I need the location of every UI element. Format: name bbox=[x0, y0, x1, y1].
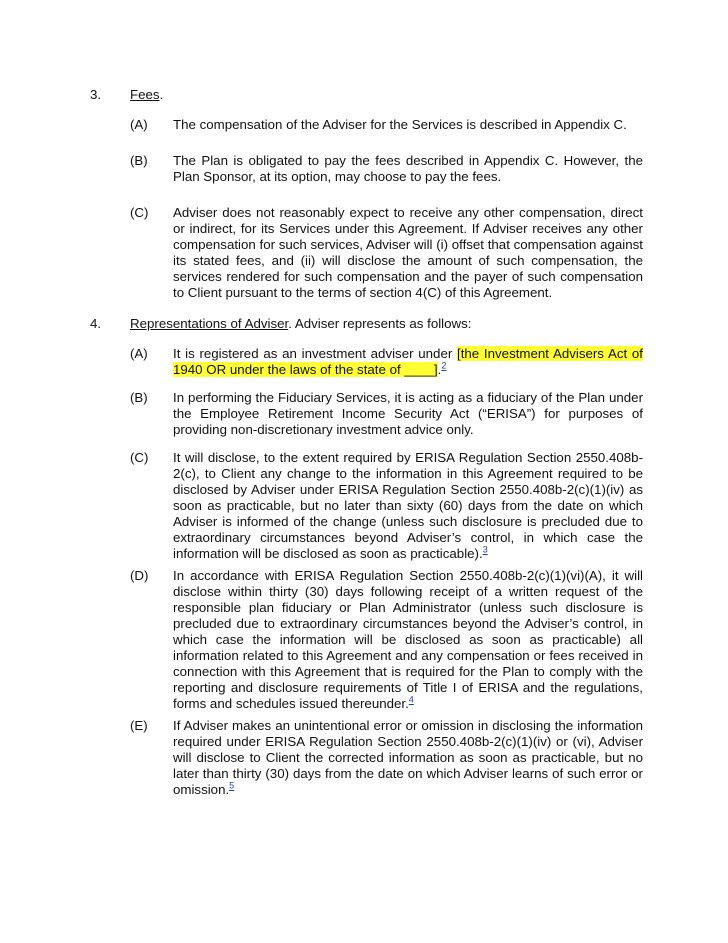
section-title-suffix: . Adviser represents as follows: bbox=[288, 316, 472, 331]
section-number: 4. bbox=[90, 316, 102, 331]
clause-text: In performing the Fiduciary Services, it is acting as a fiduciary of the Plan under the Employee Retirement Income Security Act (“ERISA”) for purposes of providing non-discretionary investment advice only. bbox=[173, 390, 643, 437]
footnote-link-5[interactable]: 5 bbox=[229, 780, 235, 791]
section-number: 3. bbox=[90, 87, 102, 102]
section-heading bbox=[130, 87, 163, 103]
clause-text-after: . bbox=[437, 362, 442, 377]
clause-text: The Plan is obligated to pay the fees described in Appendix C. However, the Plan Sponsor, at its option, may choose to pay the fees. bbox=[173, 153, 643, 184]
clause-label: (E) bbox=[130, 718, 148, 733]
clause-text bbox=[173, 718, 643, 798]
clause-body: If Adviser makes an unintentional error or omission in disclosing the information required under ERISA Regulation Section 2550.408b-2(c)(1)(iv) or (vi), Adviser will disclose to Client the corrected information as soon as practicable, but no later than thirty (30) days from the date on which Adviser learns of such error or omission. bbox=[173, 718, 643, 797]
clause-text bbox=[173, 450, 643, 562]
clause-body: It will disclose, to the extent required by ERISA Regulation Section 2550.408b-2(c), to Client any change to the information in this Agreement required to be disclosed by Adviser under ERISA Regulation Section 2550.408b-2(c)(1)(iv) as soon as practicable, but no later than sixty (60) days from the date on which Adviser is informed of the change (unless such disclosure is precluded due to extraordinary circumstances beyond Adviser’s control, in which case the information will be disclosed as soon as practicable). bbox=[173, 450, 643, 561]
section-heading bbox=[130, 316, 471, 332]
footnote-link-4[interactable]: 4 bbox=[408, 694, 414, 705]
clause-label: (B) bbox=[130, 153, 148, 168]
clause-text-before: It is registered as an investment adviser under bbox=[173, 346, 458, 361]
clause-label: (C) bbox=[130, 205, 149, 220]
clause-text: Adviser does not reasonably expect to receive any other compensation, direct or indirect, for its Services under this Agreement. If Adviser receives any other compensation for such services, Adviser will (i) offset that compensation against its stated fees, and (ii) will disclose the amount of such compensation, the services rendered for such compensation and the payer of such compensation to Client pursuant to the terms of section 4(C) of this Agreement. bbox=[173, 205, 643, 300]
footnote-link-3[interactable]: 3 bbox=[482, 544, 488, 555]
clause-label: (A) bbox=[130, 346, 148, 361]
clause-label: (C) bbox=[130, 450, 149, 465]
clause-label: (A) bbox=[130, 117, 148, 132]
section-title-suffix: . bbox=[159, 87, 164, 102]
footnote-link-2[interactable]: 2 bbox=[441, 360, 447, 371]
clause-label: (B) bbox=[130, 390, 148, 405]
highlighted-bracket-text: [the Investment Advisers Act of 1940 OR under the laws of the state of ____] bbox=[173, 346, 643, 377]
section-title: Fees bbox=[130, 87, 160, 102]
clause-body: In accordance with ERISA Regulation Section 2550.408b-2(c)(1)(vi)(A), it will disclose within thirty (30) days following receipt of a written request of the responsible plan fiduciary or Plan Administrator (unless such disclosure is precluded due to extraordinary circumstances beyond the Adviser’s control, in which case the information will be disclosed as soon as practicable) all information related to this Agreement and any compensation or fees received in connection with this Agreement that is required for the Plan to comply with the reporting and disclosure requirements of Title I of ERISA and the regulations, forms and schedules issued thereunder. bbox=[173, 568, 643, 711]
section-title: Representations of Adviser bbox=[130, 316, 289, 331]
clause-text bbox=[173, 346, 643, 378]
clause-label: (D) bbox=[130, 568, 149, 583]
clause-text bbox=[173, 568, 643, 712]
clause-text: The compensation of the Adviser for the Services is described in Appendix C. bbox=[173, 117, 627, 132]
